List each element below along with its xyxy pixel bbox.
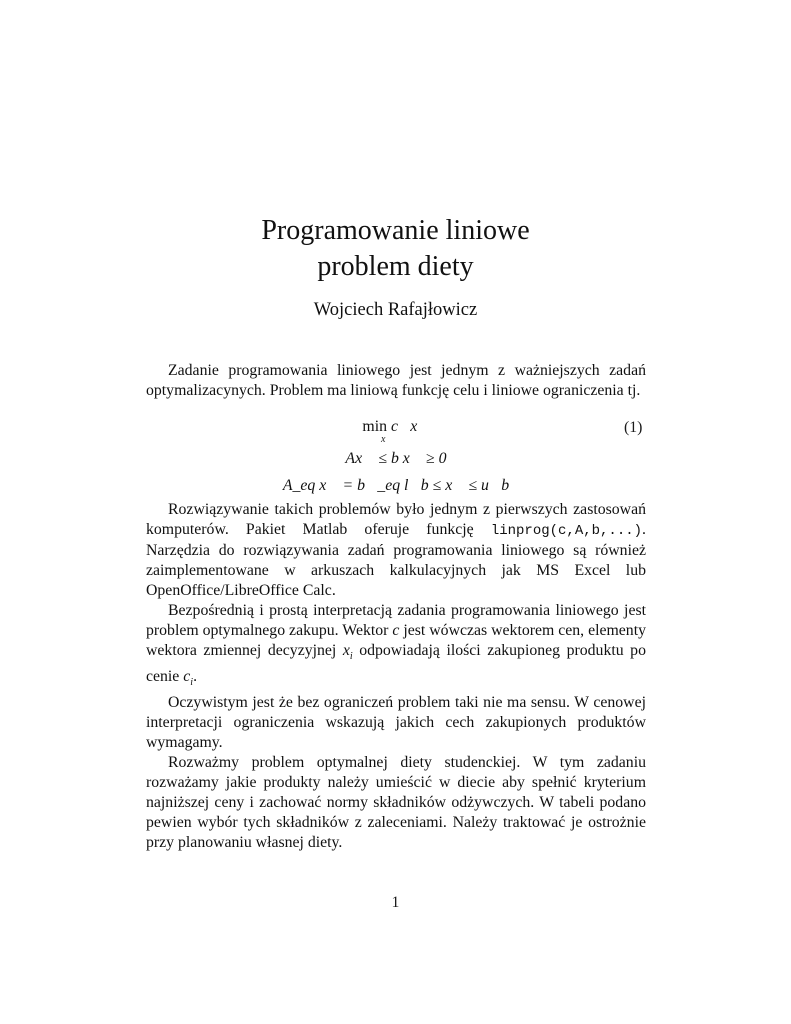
equation-line-3: A_eq x⃗ = b⃗_eq l⃗b ≤ x⃗ ≤ u⃗b — [282, 477, 510, 494]
equation-number: (1) — [624, 419, 643, 436]
paragraph-1: Rozwiązywanie takich problemów było jednym z pierwszych zastosowań komputerów. Pakiet Matlab oferuje funkcję linprog(c,A,b,...). Narzędzia do rozwiązywania zadań programowania liniowego są również zaimplementowane w arkuszach kalkulacyjnych jak MS Excel lub OpenOffice/LibreOffice Calc. — [146, 501, 646, 599]
title-line-2: problem diety — [317, 251, 474, 282]
paragraph-2: Bezpośrednią i prostą interpretacją zadania programowania liniowego jest problem optymalnego zakupu. Wektor c jest wówczas wektorem cen, elementy wektora zmiennej decyzyjnej $x_i$ odpowiadają ilości zakupioneg produktu po cenie $c_i$. — [146, 602, 646, 689]
equation-line-1 — [146, 418, 646, 436]
min-subscript: x — [381, 434, 386, 445]
objective: c⃗x⃗ — [390, 418, 430, 435]
min-operator: min — [362, 418, 387, 435]
title-line-1: Programowanie liniowe — [261, 215, 530, 246]
page-number: 1 — [391, 894, 400, 911]
author: Wojciech Rafajłowicz — [313, 300, 478, 320]
paragraph-4: Rozważmy problem optymalnej diety studenckiej. W tym zadaniu rozważamy jakie produkty należy umieścić w diecie aby spełnić kryterium najniższej ceny i zachować normy składników odżywczych. W tabeli podano pewien wybór tych składników z zaleceniami. Należy traktować je ostrożnie przy planowaniu własnej diety. — [146, 754, 646, 852]
body-text — [146, 500, 646, 853]
equation-line-2: Ax⃗ ≤ b x⃗ ≥ 0 — [345, 450, 447, 467]
code-linprog: linprog(c,A,b,...) — [490, 523, 643, 539]
paragraph-3: Oczywistym jest że bez ograniczeń problem taki nie ma sensu. W cenowej interpretacji ograniczenia wskazują jakich cech zakupionych produktów wymagamy. — [146, 694, 646, 752]
intro-paragraph: Zadanie programowania liniowego jest jednym z ważniejszych zadań optymalizacynych. Problem ma liniową funkcję celu i liniowe ograniczenia tj. — [146, 362, 646, 399]
